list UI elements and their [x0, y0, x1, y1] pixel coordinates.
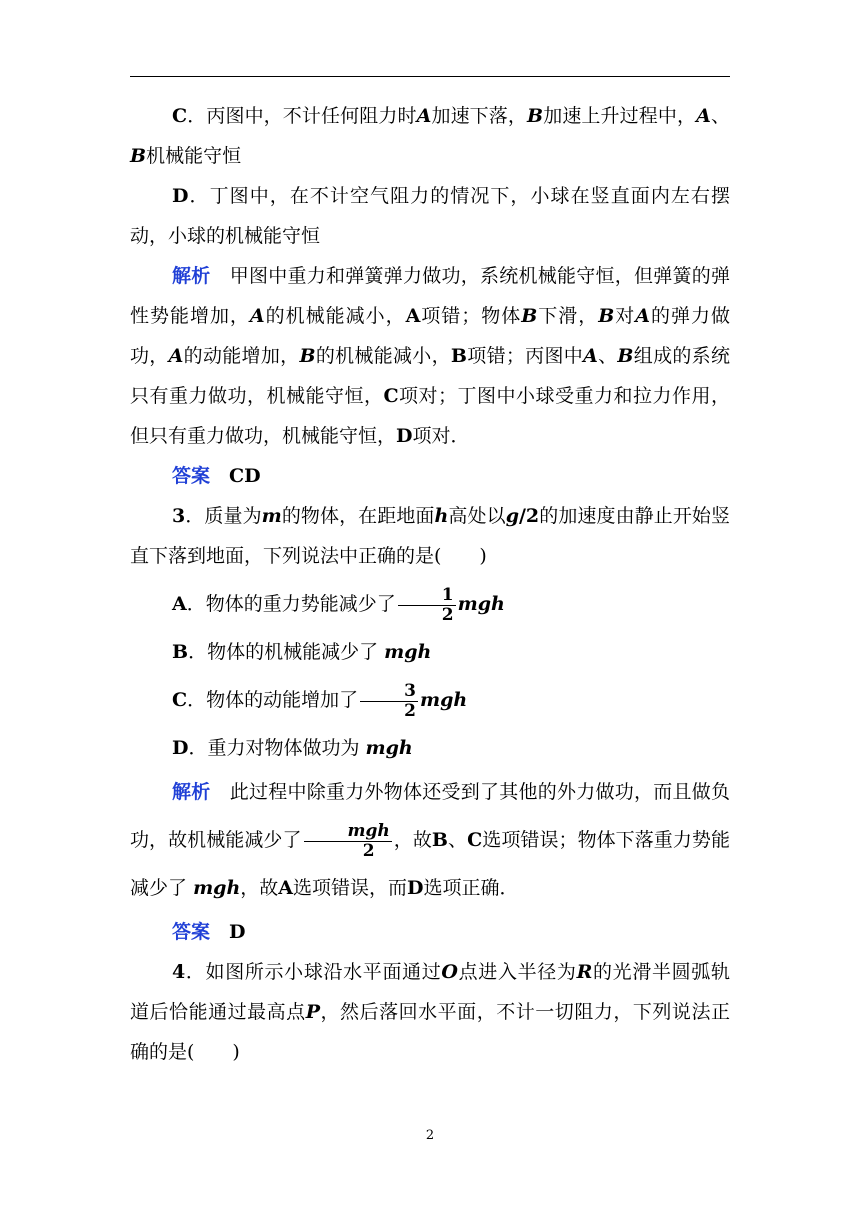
analysis-2: 解析 此过程中除重力外物体还受到了其他的外力做功，而且做负功，故机械能减少了 $\frac{\text{mgh}}{2}$ ，故B、C选项错误；物体下落重力势能减少了 mgh，故A选项错误，而D选项正确． — [130, 781, 730, 899]
analysis-label: 解析 — [172, 265, 211, 287]
answer-2 — [130, 912, 730, 952]
question-3: 3．质量为m的物体，在距地面h高处以g/2的加速度由静止开始竖直下落到地面，下列说法中正确的是( ) — [130, 505, 730, 567]
q3-option-c: C．物体的动能增加了 $\frac{3}{2}$ mgh — [172, 680, 468, 721]
header-rule — [130, 76, 730, 77]
q3-option-a: A．物体的重力势能减少了 $\frac{1}{2}$ mgh — [172, 584, 505, 625]
answer-label: 答案 — [172, 921, 211, 943]
answer-label: 答案 — [172, 465, 211, 487]
answer-1 — [130, 456, 730, 496]
q3-option-d: D．重力对物体做功为 mgh — [172, 737, 413, 759]
page-content — [130, 96, 730, 1072]
analysis-1: 解析 甲图中重力和弹簧弹力做功，系统机械能守恒，但弹簧的弹性势能增加，A的机械能减小，A项错；物体B下滑，B对A的弹力做功，A的动能增加，B的机械能减小，B项错；丙图中A、B组成的系统只有重力做功，机械能守恒，C项对；丁图中小球受重力和拉力作用，但只有重力做功，机械能守恒，D项对． — [130, 265, 730, 447]
answer-value: CD — [229, 465, 261, 487]
q3-option-b: B．物体的机械能减少了 mgh — [172, 641, 432, 663]
page-number: 2 — [425, 1128, 435, 1143]
analysis-label: 解析 — [172, 781, 211, 803]
fraction: $\frac{1}{2}$ — [398, 587, 456, 624]
fraction: $\frac{3}{2}$ — [360, 683, 418, 720]
answer-value: D — [229, 921, 246, 943]
question-4: 4．如图所示小球沿水平面通过O点进入半径为R的光滑半圆弧轨道后恰能通过最高点P，然后落回水平面，不计一切阻力，下列说法正确的是( ) — [130, 961, 730, 1063]
prev-option-d: D．丁图中，在不计空气阻力的情况下，小球在竖直面内左右摆动，小球的机械能守恒 — [130, 185, 730, 247]
fraction: $\frac{\text{mgh}}{2}$ — [304, 823, 392, 860]
prev-option-c: C．丙图中，不计任何阻力时A加速下落，B加速上升过程中，A、B机械能守恒 — [130, 105, 730, 167]
